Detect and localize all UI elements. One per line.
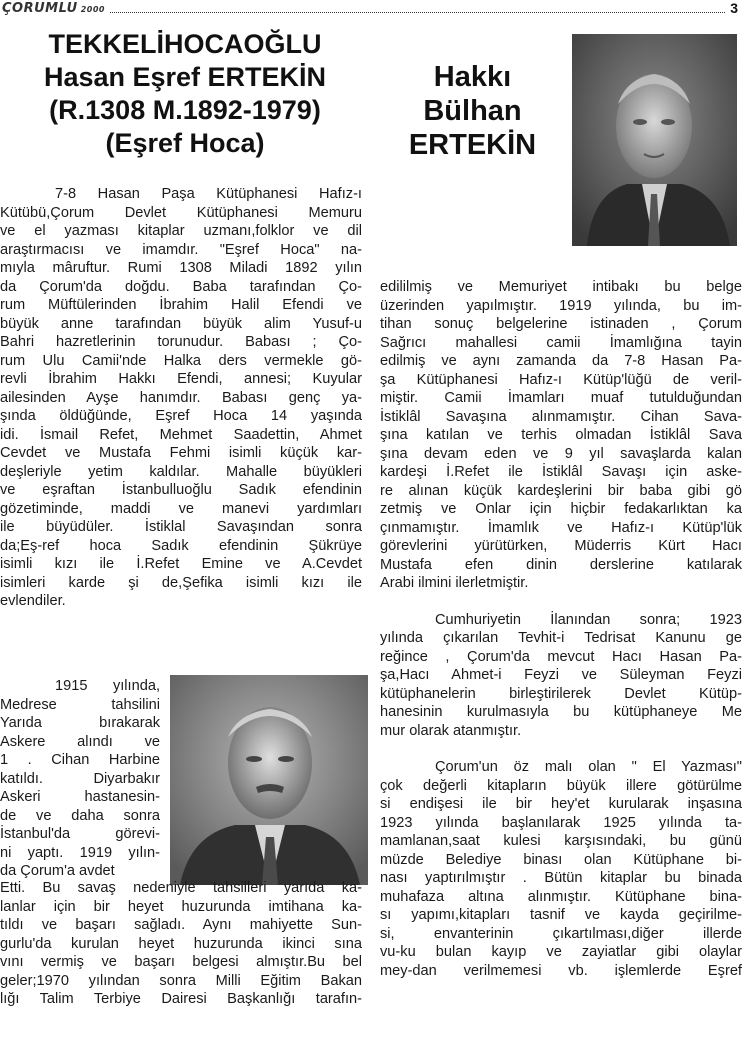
text-line: kütüphanelerin birleştirilerek Devlet Kütüp-: [380, 685, 742, 702]
text-line: Cumhuriyetin İlanından sonra; 1923: [435, 611, 742, 628]
text-line: katıldı. Diyarbakır: [0, 770, 160, 787]
text-line: vını vermiş ve başarı belgesi almıştır.Bu bel: [0, 954, 362, 970]
text-line: Askere alındı ve: [0, 733, 160, 750]
text-line: lanlar için bir heyet huzurunda imtihana ka-: [0, 898, 362, 915]
text-line: rum Ulu Camii'nde Halka ders vermekle gö-: [0, 352, 362, 369]
right-column-text: [380, 278, 742, 980]
text-line: da Çorum'da doğdu. Baba tarafından Ço-: [0, 278, 362, 295]
text-line: edilmiş ve aynı zamanda da 7-8 Hasan Pa-: [380, 353, 742, 369]
portrait-photo-hakki: [572, 34, 737, 246]
text-line: nası yaptırılmıştır . Bütün kitaplar bu binada: [380, 870, 742, 886]
text-line: Sağrıcı mahallesi camii İmamlığına tayin: [380, 334, 742, 351]
text-line: lığı Talim Terbiye Dairesi Başkanlığı tarafın-: [0, 991, 362, 1007]
title-line: TEKKELİHOCAOĞLU: [48, 29, 322, 59]
text-line: muhafaza altına alınmıştır. Kütüphane bina-: [380, 888, 742, 905]
text-line: Yarıda bırakarak: [0, 715, 160, 731]
text-line: mıyla mâruftur. Rumi 1308 Miladi 1892 yılın: [0, 260, 362, 276]
text-line: şında öldüğünde, Eşref Hoca 14 yaşında: [0, 408, 362, 424]
text-line: İstiklâl Savaşına alınmamıştır. Cihan Sava-: [380, 408, 742, 425]
text-line: şına katılan ve terhis olmadan İstiklâl Sava: [380, 427, 742, 443]
text-line: da;Eş-ref hoca Sadık efendinin Şükrüye: [0, 537, 362, 554]
text-line: vu-ku bulan kayıp ve zayiatlar gibi olaylar: [380, 944, 742, 960]
text-line: şa Kütüphanesi Hafız-ı Kütüp'lüğü de veril-: [380, 371, 742, 388]
title-line: (Eşref Hoca): [105, 128, 265, 158]
title-line: Hakkı: [433, 61, 512, 93]
article-title-left: [6, 28, 364, 160]
text-line: 1 . Cihan Harbine: [0, 752, 160, 768]
text-line: edililmiş ve Memuriyet intibakı bu belge: [380, 279, 742, 295]
text-line: Kütübü,Çorum Devlet Kütüphanesi Memuru: [0, 204, 362, 221]
article-title-right: [395, 60, 550, 162]
left-column-text: [0, 185, 362, 611]
left-bottom-text: [0, 879, 362, 1009]
text-line: da Çorum'a avdet: [0, 863, 115, 879]
left-narrow-text: [0, 677, 160, 881]
paragraph: [380, 278, 742, 593]
paragraph: [380, 611, 742, 741]
text-line: geler;1970 yılından sonra Milli Eğitim Bakan: [0, 972, 362, 989]
text-line: re alınan küçük kardeşlerini bir baba gibi gö: [380, 482, 742, 499]
masthead: [2, 1, 105, 16]
text-line: ile büyüdüler. İstiklal Savaşından sonra: [0, 519, 362, 535]
text-line: yılında çıkarılan Tevhit-i Tedrisat Kanunu ge: [380, 630, 742, 646]
text-line: gurlu'da kurulan heyet huzurunda ikinci sına: [0, 935, 362, 952]
text-line: büyük anne tarafından büyük alim Yusuf-u: [0, 315, 362, 332]
text-line: şa,Hacı Ahmet-i Feyzi ve Süleyman Feyzi: [380, 667, 742, 683]
text-line: isimleri karde şi de,Şefika isimli kızı ile: [0, 574, 362, 591]
text-line: ni yaptı. 1919 yılın-: [0, 844, 160, 861]
text-line: tıldı ve başarı sağladı. Aynı mahiyette Sun-: [0, 917, 362, 933]
text-line: ve el yazması kitaplar uzmanı,folklor ve dil: [0, 223, 362, 239]
text-line: zetmiş ve Onlar için hiçbir fedakarlıktan ka: [380, 501, 742, 517]
text-line: reğince , Çorum'da mevcut Hacı Hasan Pa-: [380, 648, 742, 665]
text-line: araştırmacısı ve imamdır. "Eşref Hoca" na-: [0, 241, 362, 258]
paragraph: [380, 758, 742, 980]
text-line: tihan sonuç belgelerine istinaden , Çorum: [380, 316, 742, 332]
text-line: gözetiminde, maddi ve manevi yardımları: [0, 500, 362, 517]
title-line: (R.1308 M.1892-1979): [49, 95, 321, 125]
text-line: görevlerini yürütürken, Müderris Kürt Hacı: [380, 538, 742, 554]
text-line: evlendiler.: [0, 593, 66, 609]
text-line: isimli kızı ile İ.Refet Emine ve A.Cevdet: [0, 556, 362, 572]
text-line: si endişesi ile bir hey'et kurularak inşasına: [380, 796, 742, 812]
text-line: üzerinden yapılmıştır. 1919 yılında, bu im-: [380, 297, 742, 314]
portrait-photo-esref-hoca: [170, 675, 368, 885]
page-header: [0, 0, 743, 20]
text-line: müzde Belediye binası olan Kütüphane bi-: [380, 851, 742, 868]
title-line: ERTEKİN: [408, 129, 537, 161]
text-line: kardeşi İ.Refet ile İstiklâl Savaşı için aske-: [380, 464, 742, 480]
title-line: Hasan Eşref ERTEKİN: [43, 62, 327, 92]
text-line: Bahri hazretlerinin torunudur. Babası ; Ço-: [0, 334, 362, 350]
text-line: ve eşraftan İstanbulluoğlu Sadık efendinin: [0, 482, 362, 498]
text-line: mur olarak atanmıştır.: [380, 722, 522, 739]
text-line: çınmamıştır. İmamlık ve Hafız-ı Kütüp'lük: [380, 519, 742, 536]
text-line: de ve daha sonra: [0, 807, 160, 824]
text-line: idi. İsmail Refet, Mehmet Saadettin, Ahmet: [0, 426, 362, 443]
text-line: mey-dan verilmemesi vb. işlemlerde Eşref: [380, 962, 742, 979]
title-line: Bülhan: [423, 95, 522, 127]
text-line: Cevdet ve Mustafa Fehmi isimli küçük kar-: [0, 445, 362, 461]
text-line: hanesinin kurulmasıyla bu kütüphaneye Me: [380, 704, 742, 720]
text-line: sı yapımı,kitapları tasnif ve kayda geçirilme-: [380, 907, 742, 923]
text-line: şına devam eden ve 9 yıl savaşlarda kalan: [380, 445, 742, 462]
text-line: Çorum'un öz malı olan " El Yazması": [435, 759, 742, 775]
text-line: 1923 yılında başlanılarak 1925 yılında ta-: [380, 814, 742, 831]
text-line: 7-8 Hasan Paşa Kütüphanesi Hafız-ı: [55, 186, 362, 202]
text-line: ailesinden Ayşe hanımdır. Babası genç ya-: [0, 389, 362, 406]
text-line: İstanbul'da görevi-: [0, 826, 160, 842]
text-line: Medrese tahsilini: [0, 696, 160, 713]
page-number: 3: [730, 0, 738, 16]
text-line: Arabi ilmini ilerletmiştir.: [380, 575, 529, 591]
text-line: Mustafa efen dinin derslerine katılarak: [380, 556, 742, 573]
text-line: 1915 yılında,: [55, 678, 160, 694]
header-rule: [110, 12, 725, 13]
text-line: miştir. Camii İmamları muaf tutulduğundan: [380, 390, 742, 406]
text-line: rum Müftülerinden İbrahim Halil Efendi ve: [0, 297, 362, 313]
text-line: çok değerli kitapların büyük illere götürülme: [380, 777, 742, 794]
text-line: revli İbrahim Hakkı Efendi, annesi; Kuyular: [0, 371, 362, 387]
text-line: Etti. Bu savaş nedeniyle tahsilleri yarıda ka-: [0, 880, 362, 896]
masthead-title: ÇORUMLU: [2, 1, 78, 16]
masthead-year: 2000: [80, 5, 105, 14]
text-line: si, envanterinin çıkartılması,diğer illerde: [380, 925, 742, 942]
text-line: mamlanan,saat kulesi karşısındaki, bu günü: [380, 833, 742, 849]
text-line: Askeri hastanesin-: [0, 789, 160, 805]
text-line: deşleriyle yetim kaldılar. Mahalle büyükleri: [0, 463, 362, 480]
